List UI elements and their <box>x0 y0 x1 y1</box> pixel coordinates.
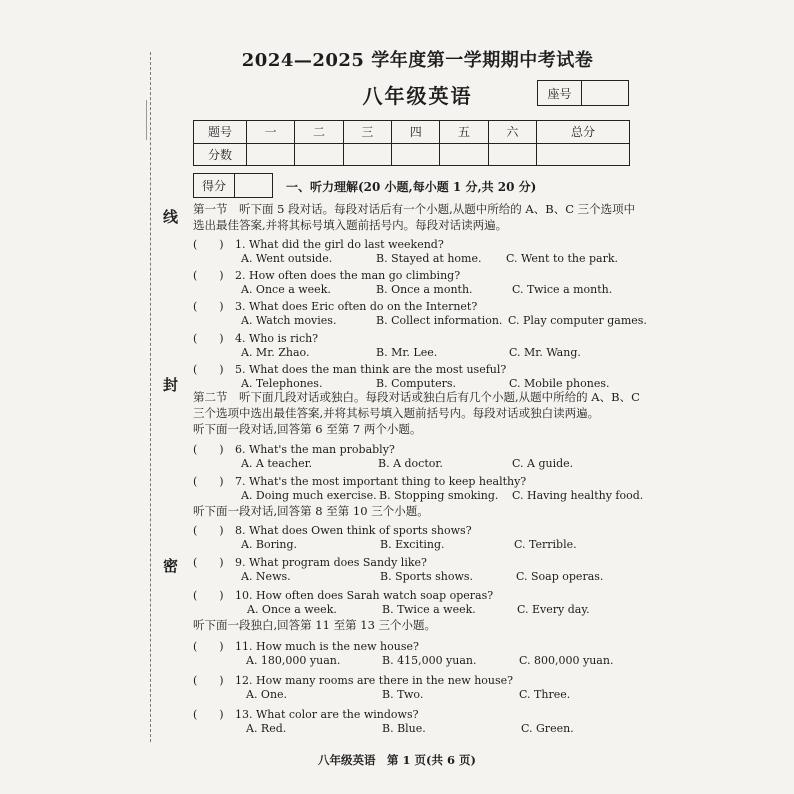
question-4 <box>193 330 318 346</box>
option-b: B. Computers. <box>376 377 457 390</box>
option-c: C. Mr. Wang. <box>509 346 581 359</box>
option-a: A. Once a week. <box>241 283 331 296</box>
question-stem: 4. Who is rich? <box>235 332 319 345</box>
answer-bracket[interactable]: ( ) <box>193 269 224 282</box>
question-8 <box>193 522 472 538</box>
option-b: B. Once a month. <box>376 283 473 296</box>
score-cell[interactable] <box>295 143 343 166</box>
lead-6-7: 听下面一段对话,回答第 6 至第 7 两个小题。 <box>193 422 422 436</box>
section-score-field[interactable] <box>235 174 272 197</box>
question-9 <box>193 554 427 570</box>
table-cell: 六 <box>488 121 536 144</box>
question-stem: 10. How often does Sarah watch soap operas? <box>235 589 494 602</box>
section-score-box <box>193 173 273 198</box>
option-c: C. Green. <box>521 722 574 735</box>
option-b: B. Twice a week. <box>382 603 476 616</box>
score-cell[interactable] <box>392 143 440 166</box>
option-a: A. Doing much exercise. <box>241 489 377 502</box>
option-a: A. Red. <box>246 722 287 735</box>
answer-bracket[interactable]: ( ) <box>193 640 224 653</box>
question-stem: 8. What does Owen think of sports shows? <box>235 524 472 537</box>
option-b: B. Stayed at home. <box>376 252 482 265</box>
option-a: A. Watch movies. <box>241 314 337 327</box>
question-stem: 3. What does Eric often do on the Internet? <box>235 300 478 313</box>
option-a: A. Telephones. <box>241 377 323 390</box>
score-cell[interactable] <box>488 143 536 166</box>
exam-title: 2024—2025 学年度第一学期期中考试卷 <box>241 50 594 71</box>
page-footer: 八年级英语 第 1 页(共 6 页) <box>318 753 476 767</box>
question-6 <box>193 441 395 457</box>
option-a: A. Boring. <box>241 538 298 551</box>
answer-bracket[interactable]: ( ) <box>193 238 224 251</box>
option-b: B. Exciting. <box>380 538 445 551</box>
option-b: B. Two. <box>382 688 424 701</box>
option-c: C. Play computer games. <box>508 314 647 327</box>
answer-bracket[interactable]: ( ) <box>193 708 224 721</box>
table-cell: 一 <box>247 121 295 144</box>
table-cell: 四 <box>392 121 440 144</box>
question-stem: 12. How many rooms are there in the new house? <box>235 674 514 687</box>
answer-bracket[interactable]: ( ) <box>193 556 224 569</box>
question-7 <box>193 473 526 489</box>
option-b: B. Sports shows. <box>380 570 474 583</box>
option-c: C. Having healthy food. <box>512 489 644 502</box>
score-cell[interactable] <box>343 143 391 166</box>
section1-intro: 第一节 听下面 5 段对话。每段对话后有一个小题,从题中所给的 A、B、C 三个选项中选出最佳答案,并将其标号填入题前括号内。每段对话读两遍。 <box>193 202 636 232</box>
question-11 <box>193 638 419 654</box>
score-cell[interactable] <box>537 143 630 166</box>
score-cell[interactable] <box>247 143 295 166</box>
question-12 <box>193 672 513 688</box>
margin-tick <box>146 100 147 140</box>
option-c: C. 800,000 yuan. <box>519 654 614 667</box>
answer-bracket[interactable]: ( ) <box>193 443 224 456</box>
exam-subtitle: 八年级英语 <box>362 84 473 108</box>
lead-8-10: 听下面一段对话,回答第 8 至第 10 三个小题。 <box>193 504 429 518</box>
score-table-score-row <box>194 143 630 166</box>
answer-bracket[interactable]: ( ) <box>193 524 224 537</box>
option-c: C. Went to the park. <box>506 252 619 265</box>
score-table-header-row <box>194 121 630 144</box>
option-c: C. Three. <box>519 688 571 701</box>
lead-11-13: 听下面一段独白,回答第 11 至第 13 三个小题。 <box>193 618 437 632</box>
binding-line <box>150 52 151 742</box>
option-a: A. One. <box>246 688 288 701</box>
question-stem: 7. What's the most important thing to keep healthy? <box>235 475 527 488</box>
option-b: B. Collect information. <box>376 314 503 327</box>
answer-bracket[interactable]: ( ) <box>193 674 224 687</box>
seat-label: 座号 <box>538 81 582 105</box>
question-5 <box>193 361 506 377</box>
option-a: A. Once a week. <box>247 603 337 616</box>
question-stem: 1. What did the girl do last weekend? <box>235 238 444 251</box>
option-b: B. Stopping smoking. <box>379 489 499 502</box>
answer-bracket[interactable]: ( ) <box>193 589 224 602</box>
option-a: A. News. <box>241 570 291 583</box>
option-a: A. Went outside. <box>241 252 333 265</box>
table-cell: 二 <box>295 121 343 144</box>
question-1 <box>193 236 444 252</box>
section-score-label: 得分 <box>194 174 235 197</box>
table-cell: 分数 <box>194 143 247 166</box>
seat-number-field[interactable] <box>582 81 628 105</box>
answer-bracket[interactable]: ( ) <box>193 300 224 313</box>
option-b: B. A doctor. <box>378 457 443 470</box>
option-a: A. A teacher. <box>241 457 313 470</box>
table-cell: 题号 <box>194 121 247 144</box>
answer-bracket[interactable]: ( ) <box>193 475 224 488</box>
option-a: A. Mr. Zhao. <box>241 346 310 359</box>
part-heading: 一、听力理解(20 小题,每小题 1 分,共 20 分) <box>286 180 537 194</box>
option-c: C. A guide. <box>512 457 574 470</box>
question-10 <box>193 587 493 603</box>
seal-char-mi: 密 <box>163 557 179 575</box>
table-cell: 总分 <box>537 121 630 144</box>
question-13 <box>193 706 419 722</box>
question-stem: 6. What's the man probably? <box>235 443 395 456</box>
question-stem: 2. How often does the man go climbing? <box>235 269 461 282</box>
question-stem: 13. What color are the windows? <box>235 708 419 721</box>
option-b: B. Mr. Lee. <box>376 346 438 359</box>
section2-intro: 第二节 听下面几段对话或独白。每段对话或独白后有几个小题,从题中所给的 A、B、C 三个选项中选出最佳答案,并将其标号填入题前括号内。每段对话或独白读两遍。 <box>193 390 640 420</box>
question-3 <box>193 298 477 314</box>
question-2 <box>193 267 460 283</box>
seat-number-box <box>537 80 629 106</box>
option-b: B. Blue. <box>382 722 426 735</box>
seal-char-xian: 线 <box>163 208 179 226</box>
option-b: B. 415,000 yuan. <box>382 654 477 667</box>
option-c: C. Mobile phones. <box>509 377 610 390</box>
table-cell: 五 <box>440 121 488 144</box>
option-c: C. Twice a month. <box>512 283 613 296</box>
question-stem: 11. How much is the new house? <box>235 640 419 653</box>
seal-char-feng: 封 <box>163 376 179 394</box>
option-c: C. Soap operas. <box>516 570 604 583</box>
answer-bracket[interactable]: ( ) <box>193 363 224 376</box>
option-c: C. Terrible. <box>514 538 577 551</box>
score-table <box>193 120 630 166</box>
option-a: A. 180,000 yuan. <box>246 654 341 667</box>
question-stem: 9. What program does Sandy like? <box>235 556 427 569</box>
question-stem: 5. What does the man think are the most useful? <box>235 363 507 376</box>
score-cell[interactable] <box>440 143 488 166</box>
table-cell: 三 <box>343 121 391 144</box>
answer-bracket[interactable]: ( ) <box>193 332 224 345</box>
option-c: C. Every day. <box>517 603 590 616</box>
